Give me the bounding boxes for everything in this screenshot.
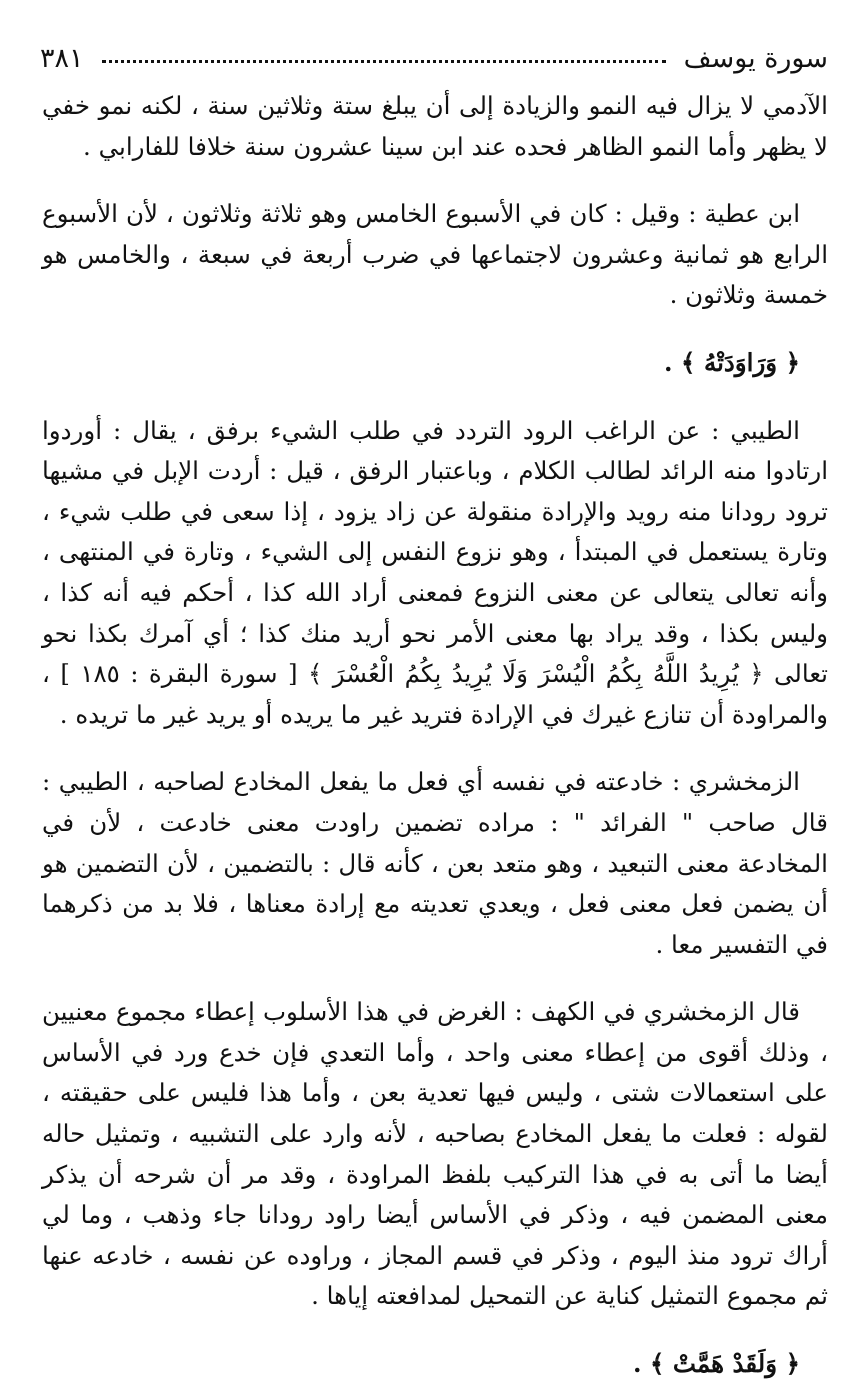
paragraph-ibn-atiyya: ابن عطية : وقيل : كان في الأسبوع الخامس وهو ثلاثة وثلاثون ، لأن الأسبوع الرابع هو ثمانية وعشرون لاجتماعها في ضرب أربعة في سبعة ، والخامس هو خمسة وثلاثون . xyxy=(42,199,828,310)
paragraph-continuation: الآدمي لا يزال فيه النمو والزيادة إلى أن يبلغ ستة وثلاثين سنة ، لكنه نمو خفي لا يظهر وأما النمو الظاهر فحده عند ابن سينا عشرون سنة خلافا للفارابي . xyxy=(42,91,828,161)
surah-title: سورة يوسف xyxy=(683,42,828,74)
running-header xyxy=(40,38,828,78)
page-body xyxy=(42,86,828,1385)
page-number: ٣٨١ xyxy=(40,42,84,74)
paragraph-zamakhshari: الزمخشري : خادعته في نفسه أي فعل ما يفعل المخادع لصاحبه ، الطيبي : قال صاحب " الفرائد " : مراده تضمين راودت معنى خادعت ، لأن في المخادعة معنى التبعيد ، وهو متعد بعن ، كأنه قال : بالتضمين ، لأن التضمين هو أن يضمن فعل معنى فعل ، ويعدي تعديته مع إرادة معناها ، فلا بد من ذكرهما في التفسير معا . xyxy=(42,767,828,959)
paragraph-kahf: قال الزمخشري في الكهف : الغرض في هذا الأسلوب إعطاء مجموع معنيين ، وذلك أقوى من إعطاء معنى واحد ، وأما التعدي فإن خدع ورد في الأساس على استعمالات شتى ، وليس فيها تعدية بعن ، وأما هذا فليس على حقيقته ، لقوله : فعلت ما يفعل المخادع بصاحبه ، لأنه وارد على التشبيه ، وتمثيل حاله أيضا ما أتى به في هذا التركيب بلفظ المراودة ، وقد مر أن شرحه أن يذكر معنى المضمن فيه ، وذكر في الأساس أيضا راود رودانا جاء وذهب ، وما لي أراك ترود منذ اليوم ، وذكر في قسم المجاز ، وراوده عن نفسه ، خادعه عنها ثم مجموع التمثيل كناية عن التمحيل لمدافعته إياها . xyxy=(42,997,828,1311)
dotted-leader xyxy=(102,60,666,63)
paragraph-tibi: الطيبي : عن الراغب الرود التردد في طلب الشيء برفق ، يقال : أوردوا ارتادوا منه الرائد لطالب الكلام ، وباعتبار الرفق ، قيل : أردت الإبل في مشيها ترود رودانا منه رويد والإرادة منقولة عن زاد يزود ، إذا سعى في طلب شيء ، وتارة يستعمل في المبتدأ ، وهو نزوع النفس إلى الشيء ، وتارة في المنتهى ، وأنه تعالى يتعالى عن معنى النزوع فمعنى أراد الله كذا ، أحكم فيه أنه كذا ، وليس بكذا ، وقد يراد بها معنى الأمر نحو أريد منك كذا ؛ أي آمرك بكذا نحو تعالى ﴿ يُرِيدُ اللَّهُ بِكُمُ الْيُسْرَ وَلَا يُرِيدُ بِكُمُ الْعُسْرَ ﴾ [ سورة البقرة : ١٨٥ ] ، والمراودة أن تنازع غيرك في الإرادة فتريد غير ما يريده أو يريد غير ما تريده . xyxy=(42,415,829,729)
quran-verse-heading: ﴿ وَرَاوَدَتْهُ ﴾ . xyxy=(664,347,800,377)
quran-verse-heading-2: ﴿ وَلَقَدْ هَمَّتْ ﴾ . xyxy=(632,1349,800,1379)
